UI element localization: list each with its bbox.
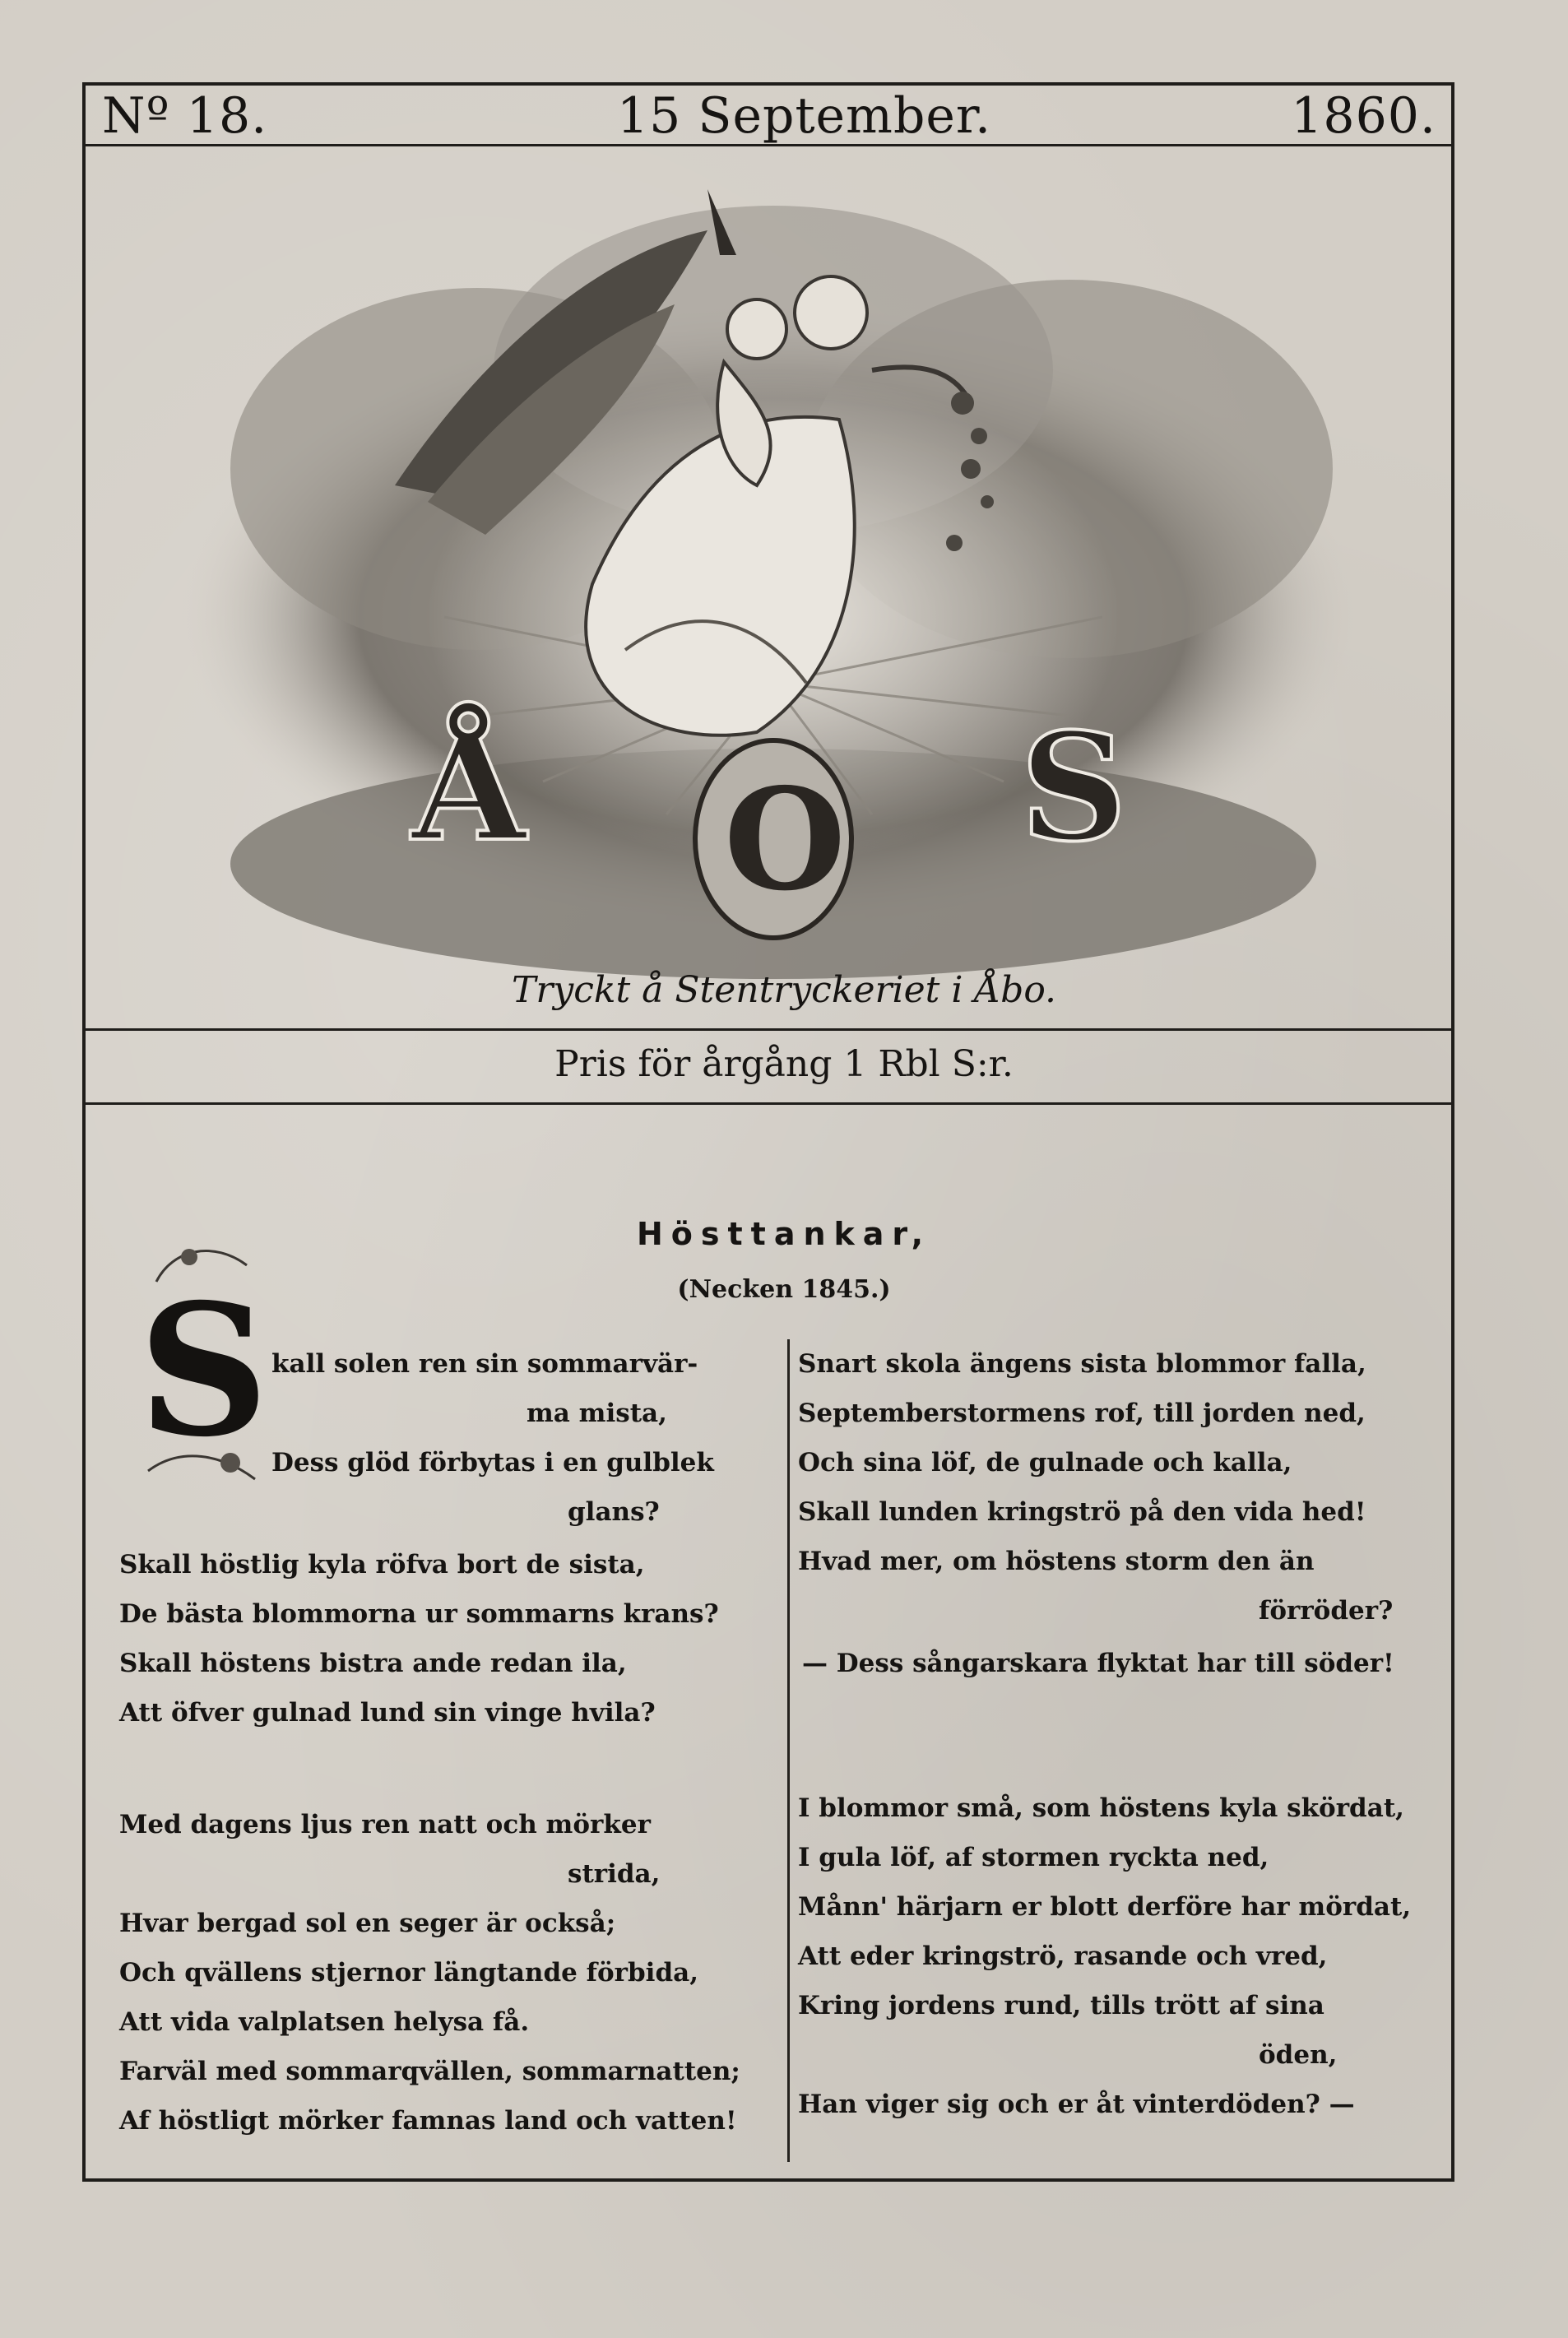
rule-bottom <box>82 1102 1454 1105</box>
masthead-letter-2: O <box>724 758 847 922</box>
left-line-10: strida, <box>568 1859 661 1889</box>
left-line-3: Dess glöd förbytas i en gulblek <box>271 1448 714 1477</box>
right-line-3: Och sina löf, de gulnade och kalla, <box>798 1448 1292 1477</box>
left-line-7: Skall höstens bistra ande redan ila, <box>119 1649 627 1678</box>
right-line-13: öden, <box>1259 2040 1338 2070</box>
right-line-12: Kring jordens rund, tills trött af sina <box>798 1991 1324 2020</box>
left-line-1: kall solen ren sin sommarvär- <box>271 1349 698 1379</box>
left-line-8: Att öfver gulnad lund sin vinge hvila? <box>119 1698 656 1728</box>
right-line-6: förröder? <box>1259 1596 1394 1626</box>
printer-line: Tryckt å Stentryckeriet i Åbo. <box>511 969 1057 1011</box>
masthead-header <box>82 82 1454 146</box>
right-line-7: — Dess sångarskara flyktat har till söder! <box>802 1649 1394 1678</box>
left-line-11: Hvar bergad sol en seger är också; <box>119 1909 616 1938</box>
left-line-15: Af höstligt mörker famnas land och vatten! <box>119 2106 737 2136</box>
subscription-price: Pris för årgång 1 Rbl S:r. <box>554 1043 1014 1085</box>
masthead-letter-3: S <box>1020 701 1127 874</box>
left-line-5: Skall höstlig kyla röfva bort de sista, <box>119 1550 645 1580</box>
left-line-9: Med dagens ljus ren natt och mörker <box>119 1810 651 1839</box>
right-line-9: I gula löf, af stormen ryckta ned, <box>798 1843 1269 1872</box>
left-line-4: glans? <box>568 1497 660 1527</box>
rule-top <box>82 1028 1454 1031</box>
right-line-10: Månn' härjarn er blott derföre har mördat, <box>798 1892 1412 1922</box>
issue-year: 1860. <box>1291 87 1436 145</box>
left-line-12: Och qvällens stjernor längtande förbida, <box>119 1958 698 1988</box>
issue-number: Nº 18. <box>102 87 268 145</box>
right-line-11: Att eder kringströ, rasande och vred, <box>798 1941 1328 1971</box>
right-line-1: Snart skola ängens sista blommor falla, <box>798 1349 1366 1379</box>
left-line-2: ma mista, <box>527 1399 667 1428</box>
column-divider <box>787 1339 790 2162</box>
drop-cap-letter: S <box>138 1264 269 1477</box>
right-line-5: Hvad mer, om höstens storm den än <box>798 1547 1315 1576</box>
right-line-14: Han viger sig och er åt vinterdöden? — <box>798 2090 1355 2119</box>
right-line-4: Skall lunden kringströ på den vida hed! <box>798 1497 1366 1527</box>
issue-date: 15 September. <box>617 87 992 145</box>
left-line-6: De bästa blommorna ur sommarns krans? <box>119 1599 719 1629</box>
masthead-letter-1: Å <box>411 701 527 874</box>
masthead-vignette <box>132 156 1415 1012</box>
poem-subtitle: (Necken 1845.) <box>677 1275 891 1304</box>
drop-cap-ornament <box>123 1224 296 1487</box>
right-line-2: Septemberstormens rof, till jorden ned, <box>798 1399 1366 1428</box>
left-line-14: Farväl med sommarqvällen, sommarnatten; <box>119 2057 740 2086</box>
right-line-8: I blommor små, som höstens kyla skördat, <box>798 1793 1404 1823</box>
left-line-13: Att vida valplatsen helysa få. <box>119 2007 530 2037</box>
poem-title: Hösttankar, <box>636 1216 932 1252</box>
